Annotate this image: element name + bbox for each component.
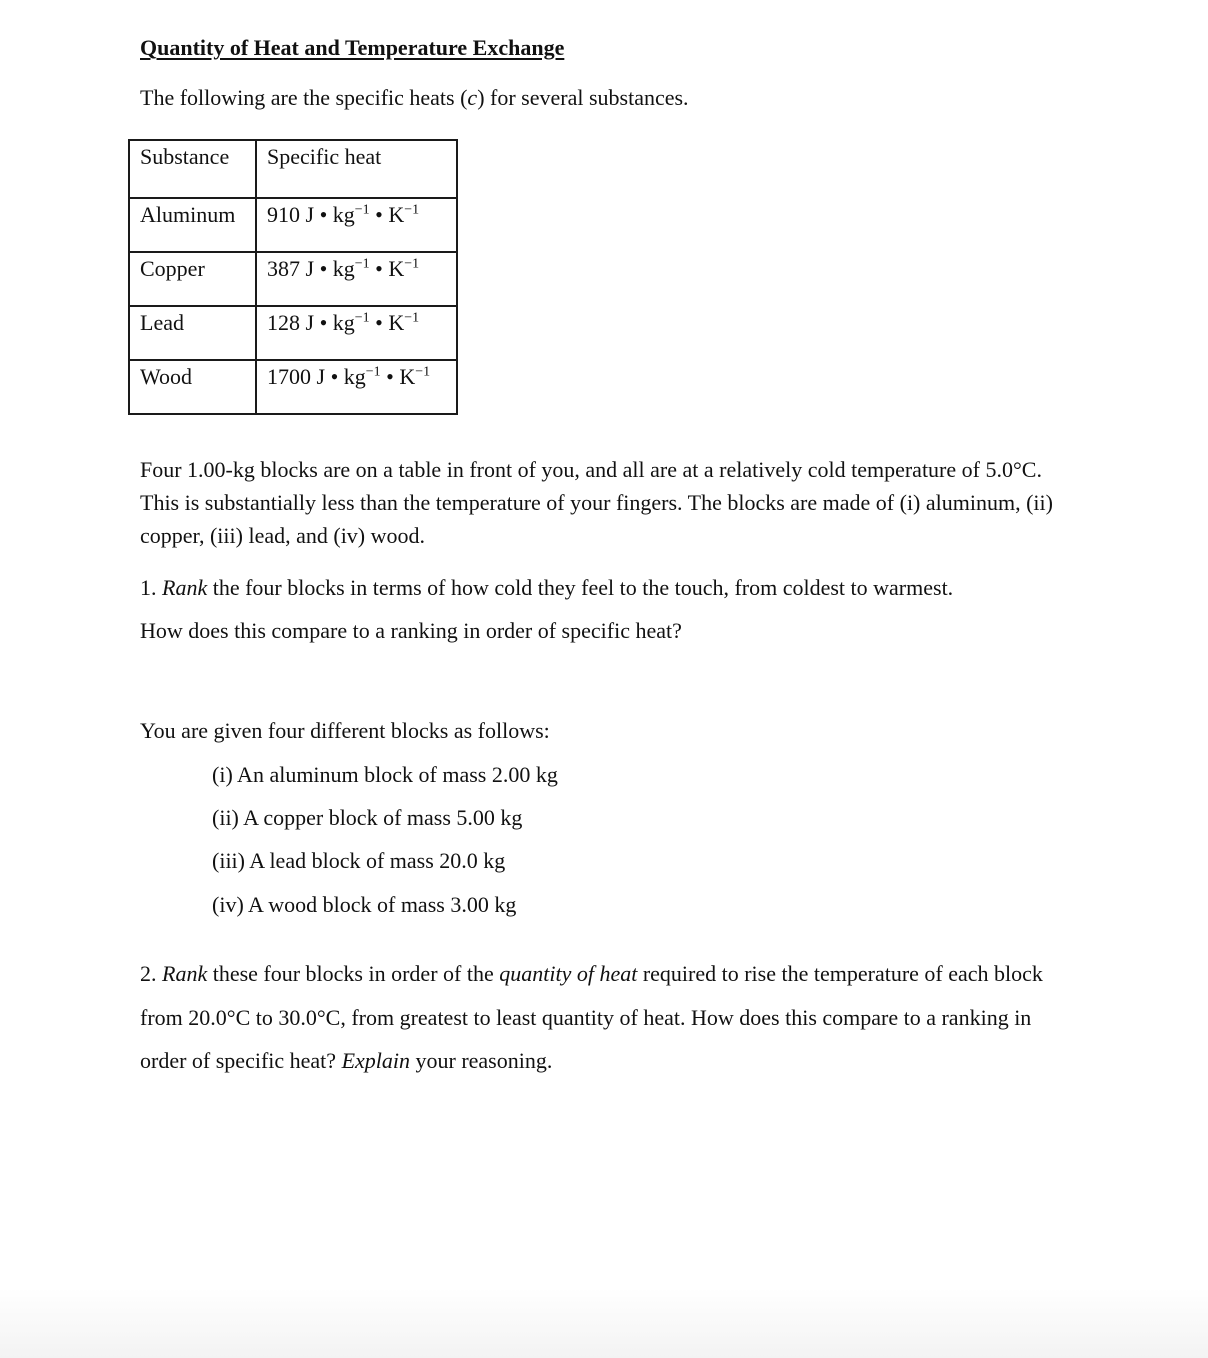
list-item: (iii) A lead block of mass 20.0 kg <box>212 848 506 873</box>
header-specific-heat: Specific heat <box>256 140 457 198</box>
specific-heat-cell: 387 J • $kg^{-1}$ • $K^{-1}$ <box>256 252 457 306</box>
document-title: Quantity of Heat and Temperature Exchange <box>140 35 565 60</box>
question-1-line-2: How does this compare to a ranking in order of specific heat? <box>140 618 682 643</box>
specific-heat-table <box>128 139 458 415</box>
specific-heat-symbol: c <box>467 85 478 110</box>
substance-cell: Wood <box>129 360 256 414</box>
blocks-description: Four 1.00-kg blocks are on a table in front of you, and all are at a relatively cold temperature of 5.0°C. This is substantially less than the temperature of your fingers. The blocks are made of (i) aluminum, (ii) copper, (iii) lead, and (iv) wood. <box>140 457 1053 548</box>
table-row <box>129 306 457 360</box>
explain-emphasis: Explain <box>341 1048 410 1073</box>
quantity-of-heat-emphasis: quantity of heat <box>499 961 638 986</box>
page-bottom-shadow <box>0 1288 1208 1358</box>
question-1-line-1: 1. Rank the four blocks in terms of how cold they feel to the touch, from coldest to warmest. <box>140 575 954 600</box>
table-row <box>129 252 457 306</box>
question-2: 2. Rank these four blocks in order of the quantity of heat required to rise the temperature of each block from 20.0°C to 30.0°C, from greatest to least quantity of heat. How does this compare to a ranking in order of specific heat? Explain your reasoning. <box>140 961 1043 1073</box>
header-substance: Substance <box>129 140 256 198</box>
given-blocks-intro: You are given four different blocks as follows: <box>140 718 550 743</box>
intro-text: The following are the specific heats (c) for several substances. <box>140 85 689 110</box>
substance-cell: Aluminum <box>129 198 256 252</box>
table-row <box>129 360 457 414</box>
substance-cell: Copper <box>129 252 256 306</box>
specific-heat-cell: 1700 J • $kg^{-1}$ • $K^{-1}$ <box>256 360 457 414</box>
substance-cell: Lead <box>129 306 256 360</box>
list-item: (iv) A wood block of mass 3.00 kg <box>212 892 517 917</box>
list-item: (i) An aluminum block of mass 2.00 kg <box>212 762 558 787</box>
rank-emphasis: Rank <box>162 575 208 600</box>
rank-emphasis: Rank <box>162 961 208 986</box>
list-item: (ii) A copper block of mass 5.00 kg <box>212 805 523 830</box>
table-header-row <box>129 140 457 198</box>
specific-heat-cell: 910 J • $kg^{-1}$ • $K^{-1}$ <box>256 198 457 252</box>
table-row <box>129 198 457 252</box>
specific-heat-cell: 128 J • $kg^{-1}$ • $K^{-1}$ <box>256 306 457 360</box>
